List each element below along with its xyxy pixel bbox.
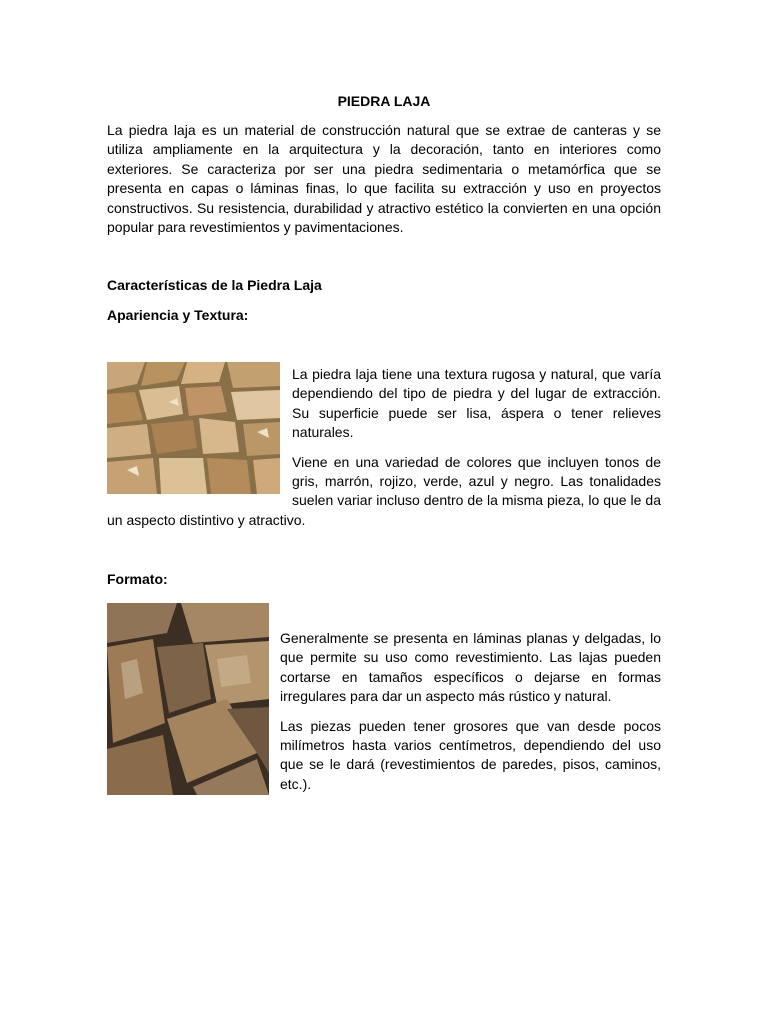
format-paragraph-2: Las piezas pueden tener grosores que van desde pocos milímetros hasta varios centímetros, dependiendo del uso que se le dará (revestimientos de paredes, pisos, caminos, etc.). (280, 717, 661, 792)
appearance-paragraph-2: Viene en una variedad de colores que incluyen tonos de gris, marrón, rojizo, verde, azul y negro. Las tonalidades suelen variar incluso dentro de la misma pieza, lo que le da un aspecto distintivo y atractivo. (107, 453, 661, 528)
document-title: PIEDRA LAJA (337, 93, 431, 109)
appearance-heading: Apariencia y Textura: (107, 307, 249, 323)
section-heading: Características de la Piedra Laja (107, 277, 322, 293)
stone-wall-image (107, 362, 280, 494)
format-heading: Formato: (107, 571, 168, 587)
appearance-section (107, 362, 661, 530)
intro-paragraph: La piedra laja es un material de construcción natural que se extrae de canteras y se utiliza ampliamente en la arquitectura y la decoración, tanto en interiores como exteriores. Se caracteriza por ser una piedra sedimentaria o metamórfica que se presenta en capas o láminas finas, lo que facilita su extracción y uso en proyectos constructivos. Su resistencia, durabilidad y atractivo estético la convierten en una opción popular para revestimientos y pavimentaciones. (107, 122, 661, 236)
appearance-paragraph-1: La piedra laja tiene una textura rugosa y natural, que varía dependiendo del tipo de piedra y del lugar de extracción. Su superficie puede ser lisa, áspera o tener relieves naturales. (292, 366, 661, 441)
format-paragraph-1: Generalmente se presenta en láminas planas y delgadas, lo que permite su uso como revestimiento. Las lajas pueden cortarse en tamaños específicos o dejarse en formas irregulares para dar un aspecto más rústico y natural. (280, 630, 661, 705)
format-section (107, 603, 661, 801)
stone-slabs-image (107, 603, 269, 795)
